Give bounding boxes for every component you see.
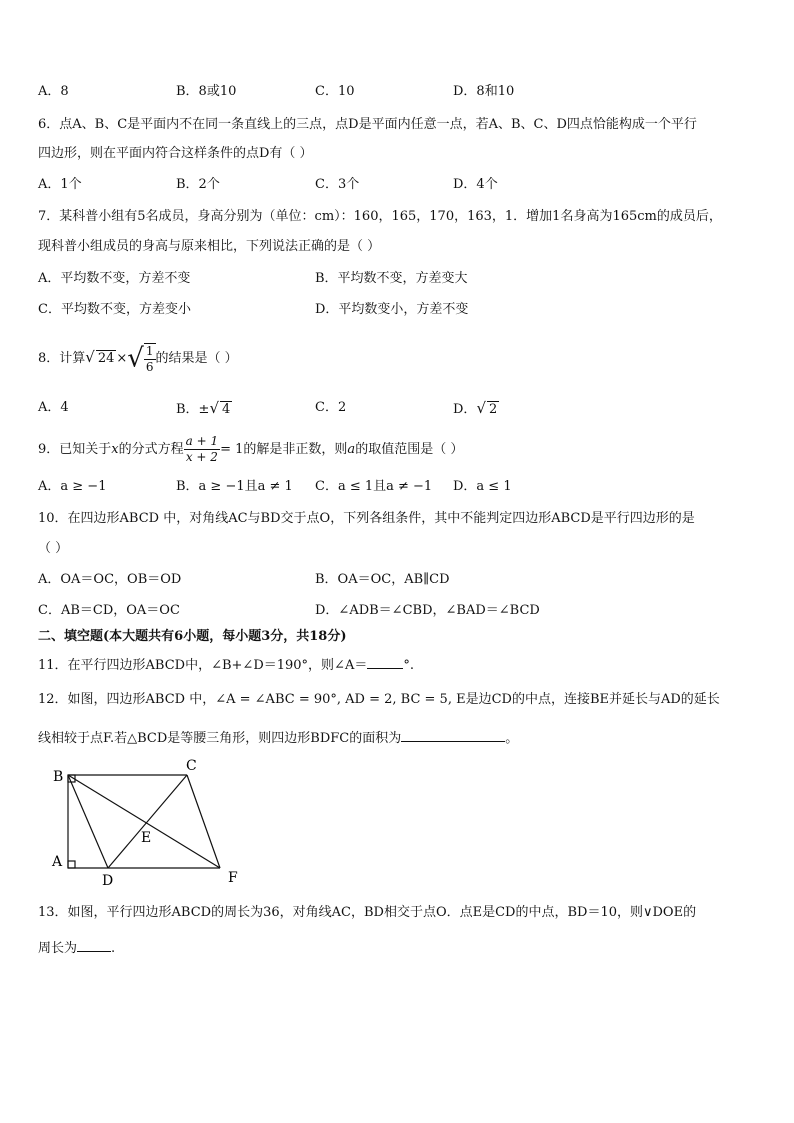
point-label-a: A [52,854,63,870]
segment-bd [68,775,108,868]
q9-var-x: x [111,442,119,457]
q5-option-c: C．10 [315,84,355,99]
segment-dc [108,775,187,868]
q8-option-b-radicand: 4 [222,402,231,417]
q11-answer-blank[interactable] [367,655,403,669]
q11-stem [38,655,414,675]
q8-option-d-radicand: 2 [489,402,498,417]
q6-option-c: C．3个 [315,177,360,192]
q7-text-line2: 现科普小组成员的身高与原来相比，下列说法正确的是（ ） [38,239,381,254]
q9-option-d: D．a ≤ 1 [453,479,512,494]
q8-times: × [116,351,128,366]
q10-option-d: D．∠ADB＝∠CBD，∠BAD＝∠BCD [315,603,540,618]
q10-option-a: A．OA＝OC，OB＝OD [38,572,182,587]
q8-prefix: 8．计算 [38,351,86,366]
q12-line2-suffix: 。 [505,731,519,746]
q8-fraction [144,343,156,375]
q12-text-line1: 12．如图，四边形ABCD 中，∠A = ∠ABC = 90°, AD = 2, BC = 5, E是边CD的中点，连接BE并延长与AD的延长 [38,692,720,707]
sqrt-sign-icon: √ [209,399,220,417]
q5-option-a: A．8 [38,84,69,99]
q8-suffix: 的结果是（ ） [155,351,238,366]
q9-stem [38,433,463,467]
q5-option-b: B．8或10 [176,84,237,99]
q9-frac-den: x + 2 [185,450,218,464]
q9-suffix: 的取值范围是（ ） [355,442,464,457]
q13-line2-prefix: 周长为 [38,941,78,956]
q9-option-c: C．a ≤ 1且a ≠ −1 [315,479,433,494]
q9-prefix: 9．已知关于 [38,442,112,457]
q13-answer-blank[interactable] [77,938,111,952]
point-label-d: D [102,873,114,889]
q5-option-d: D．8和10 [453,84,515,99]
point-label-e: E [141,830,152,846]
q8-radicand-1: 24 [97,351,115,366]
q9-frac-num: a + 1 [185,434,219,448]
q9-fraction [184,434,220,465]
q8-frac-den: 6 [145,359,154,374]
q12-figure [40,756,260,891]
q11-suffix: °. [403,658,414,673]
point-label-b: B [53,769,64,785]
q8-option-c: C．2 [315,400,347,415]
point-label-c: C [186,758,197,774]
q8-option-b [176,399,232,419]
q8-option-d [453,399,499,419]
q7-option-d: D．平均数变小，方差不变 [315,302,469,317]
q13-text-line2 [38,938,115,958]
q7-option-c: C．平均数不变，方差变小 [38,302,191,317]
q6-option-a: A．1个 [38,177,82,192]
q10-text-line1: 10．在四边形ABCD 中，对角线AC与BD交于点O，下列各组条件，其中不能判定四边形ABCD是平行四边形的是 [38,511,695,526]
q7-text-line1: 7．某科普小组有5名成员，身高分别为（单位：cm）：160，165，170，163，1．增加1名身高为165cm的成员后， [38,209,722,224]
q8-option-b-label: B．± [176,402,210,417]
q9-mid: 的分式方程 [118,442,184,457]
sqrt-sign-icon: √ [127,343,144,374]
q12-line2-prefix: 线相较于点F.若△BCD是等腰三角形，则四边形BDFC的面积为 [38,731,402,746]
q8-option-d-label: D． [453,402,477,417]
q13-text-line1: 13．如图，平行四边形ABCD的周长为36，对角线AC，BD相交于点O．点E是CD的中点，BD＝10，则∨DOE的 [38,905,697,920]
q6-text-line2: 四边形，则在平面内符合这样条件的点D有（ ） [38,146,313,161]
right-angle-a-icon [68,861,75,868]
q6-option-d: D．4个 [453,177,498,192]
q6-option-b: B．2个 [176,177,220,192]
q10-text-line2: （ ） [38,541,69,556]
section-title: 二、填空题(本大题共有6小题，每小题3分，共18分) [38,629,347,644]
q11-prefix: 11．在平行四边形ABCD中，∠B+∠D＝190°，则∠A＝ [38,658,368,673]
q7-option-b: B．平均数不变，方差变大 [315,271,468,286]
q6-text-line1: 6．点A、B、C是平面内不在同一条直线上的三点，点D是平面内任意一点，若A、B、C、D四点恰能构成一个平行 [38,117,697,132]
segment-bf [68,775,220,868]
q8-stem [38,342,238,375]
q9-eq: = 1的解是非正数，则 [220,442,348,457]
sqrt-sign-icon: √ [476,399,486,417]
q7-option-a: A．平均数不变，方差不变 [38,271,191,286]
q13-line2-suffix: . [111,941,116,956]
q9-option-b: B．a ≥ −1且a ≠ 1 [176,479,293,494]
sqrt-sign-icon: √ [85,348,95,366]
q9-var-a: a [347,442,356,457]
q10-option-c: C．AB＝CD，OA＝OC [38,603,180,618]
q10-option-b: B．OA＝OC，AB∥CD [315,572,450,587]
q12-answer-blank[interactable] [401,728,505,742]
point-label-f: F [228,870,238,886]
q8-option-a: A．4 [38,400,69,415]
q9-option-a: A．a ≥ −1 [38,479,107,494]
q8-frac-num: 1 [145,343,154,358]
q12-text-line2 [38,728,518,748]
segment-cf [187,775,220,868]
